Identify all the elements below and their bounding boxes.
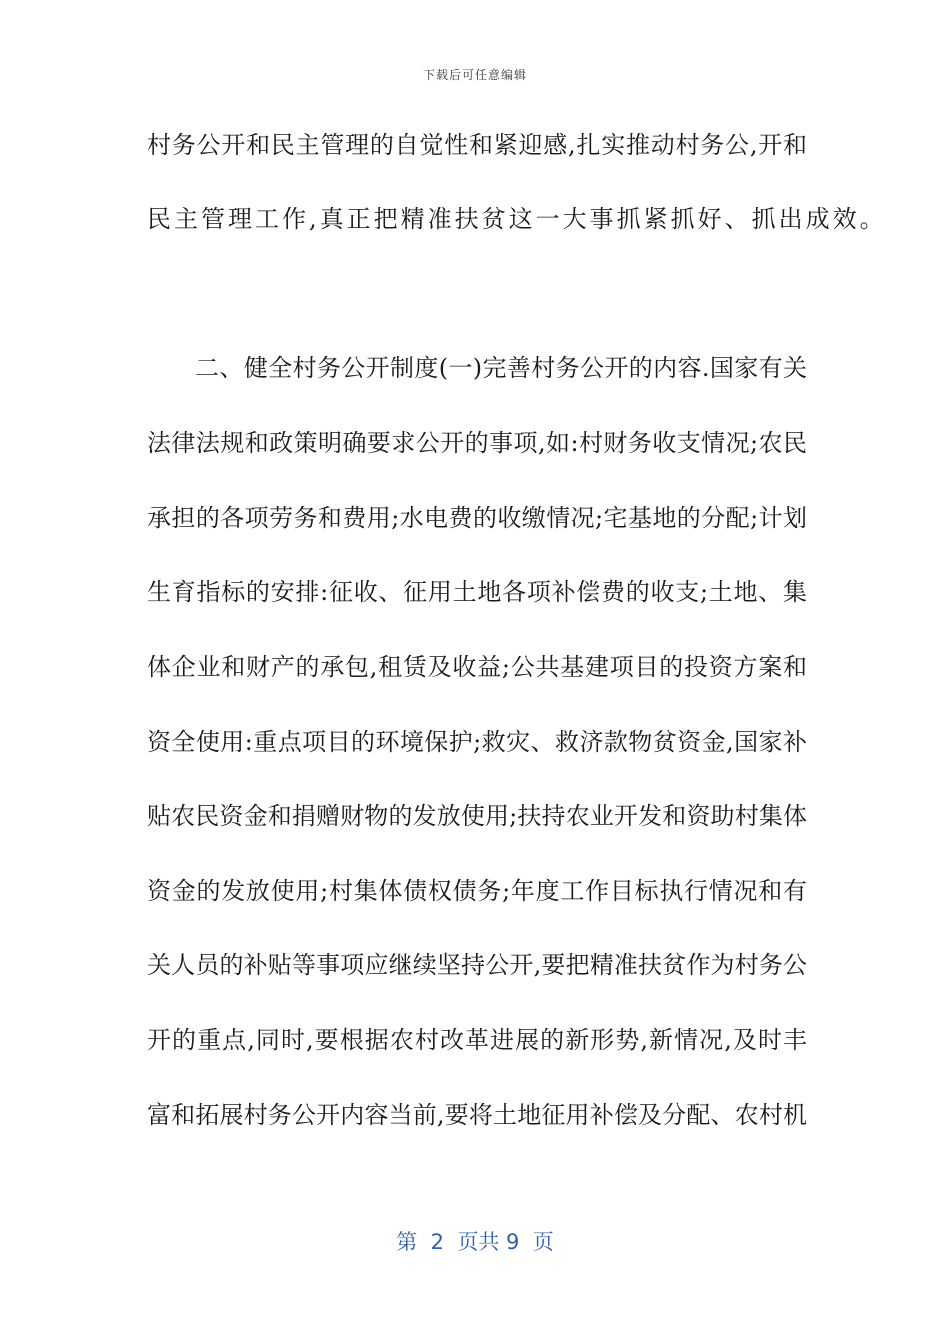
text-line: 生育指标的安排:征收、征用土地各项补偿费的收支;土地、集: [147, 578, 807, 606]
text-line: 承担的各项劳务和费用;水电费的收缴情况;宅基地的分配;计划: [147, 504, 807, 532]
text-line: 体企业和财产的承包,租赁及收益;公共基建项目的投资方案和: [147, 653, 807, 681]
text-line: 村务公开和民主管理的自觉性和紧迎感,扎实推动村务公,开和: [147, 131, 807, 159]
text-line: 富和拓展村务公开内容当前,要将土地征用补偿及分配、农村机: [147, 1101, 807, 1129]
text-line: 贴农民资金和捐赠财物的发放使用;扶持农业开发和资助村集体: [147, 802, 807, 830]
text-line: 资金的发放使用;村集体债权债务;年度工作目标执行情况和有: [147, 877, 807, 905]
text-line: 二、健全村务公开制度(一)完善村务公开的内容.国家有关: [195, 354, 807, 382]
header-note: 下载后可任意编辑: [422, 68, 527, 82]
page-number: 第 2 页共 9 页: [396, 1230, 554, 1254]
text-line: 法律法规和政策明确要求公开的事项,如:村财务收支情况;农民: [147, 429, 807, 457]
text-line: 关人员的补贴等事项应继续坚持公开,要把精准扶贫作为村务公: [147, 951, 807, 979]
text-line: 资全使用:重点项目的环境保护;救灾、救济款物贫资金,国家补: [147, 728, 807, 756]
text-line: 开的重点,同时,要根据农村改革进展的新形势,新情况,及时丰: [147, 1026, 807, 1054]
text-line: 民主管理工作,真正把精准扶贫这一大事抓紧抓好、抓出成效。: [147, 205, 887, 233]
